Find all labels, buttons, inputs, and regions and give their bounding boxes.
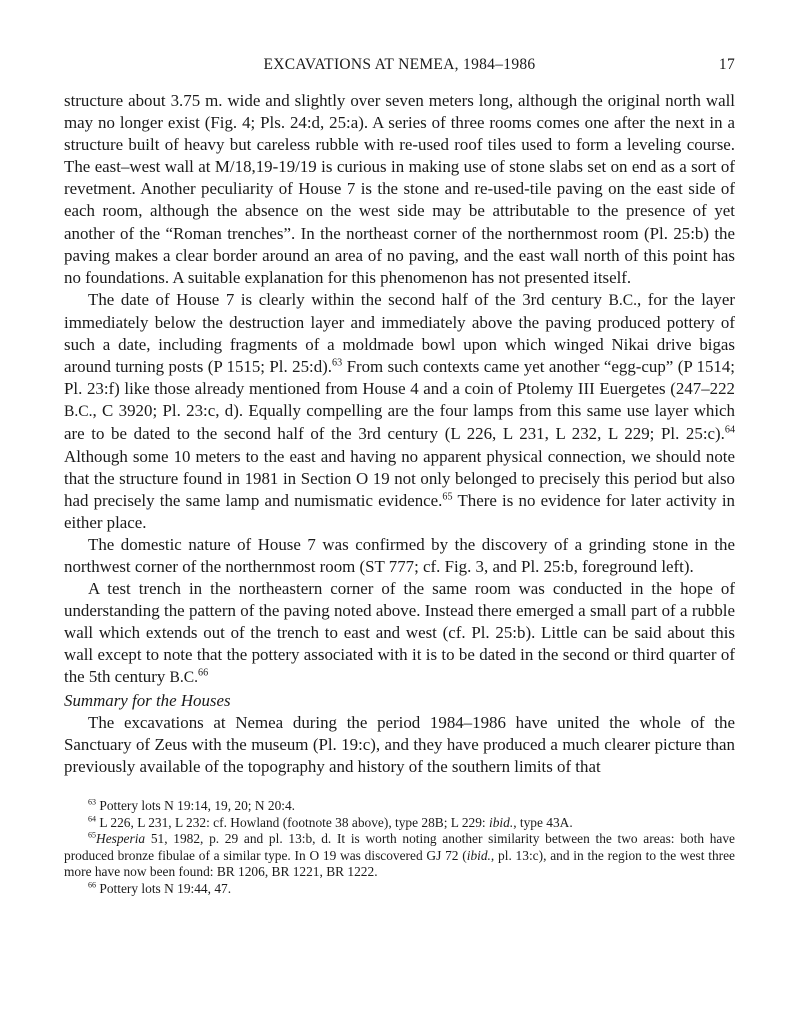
- footnote-italic: ibid.: [489, 814, 514, 830]
- footnote-text: , type 43A.: [513, 814, 573, 830]
- era-abbreviation: B.C.: [169, 669, 199, 687]
- text-run: , C 3920; Pl. 23:c, d). Equally compelling are the four lamps from this same use layer which are to be dated to the second half of the 3rd century (L 226, L 231, L 232, L 229; Pl. 25:c).: [64, 401, 735, 444]
- footnote-65: [64, 831, 735, 881]
- footnote-text: 51, 1982, p. 29 and pl. 13:b, d. It is worth noting another similarity between the two areas: both have produced bronze fibulae of a similar type. In O 19 was discovered GJ 72 (: [64, 831, 735, 863]
- text-run: Although some 10 meters to the east and having no apparent physical connection, we should note that the structure found in 1981 in Section O 19 not only belonged to precisely this period but also had precisely the same lamp and numismatic evidence.: [64, 446, 735, 510]
- footnote-text: L 226, L 231, L 232: cf. Howland (footnote 38 above), type 28B; L 229:: [96, 814, 489, 830]
- footnote-text: Pottery lots N 19:14, 19, 20; N 20:4.: [96, 797, 296, 813]
- text-run: , for the layer immediately below the destruction layer and immediately above the paving produced pottery of such a date, including fragments of a moldmade bowl upon which winged Nikai drive bigas around turning posts (P 1515; Pl. 25:d).: [64, 289, 735, 377]
- footnote-text: , pl. 13:c), and in the region to the west three more have now been found: BR 1206, BR 1221, BR 1222.: [64, 847, 735, 880]
- text-run: A test trench in the northeastern corner of the same room was conducted in the hope of understanding the pattern of the paving noted above. Instead there emerged a small part of a rubble wall which extends out of the trench to east and west (cf. Pl. 25:b). Little can be said about this wall except to note that the pottery associated with it is to be dated in the second or third quarter of the 5th century: [64, 579, 735, 687]
- footnote-63: [64, 798, 735, 815]
- footnote-ref-66[interactable]: 66: [198, 667, 209, 679]
- section-subheading: Summary for the Houses: [64, 690, 231, 710]
- era-abbreviation: B.C.: [64, 403, 93, 421]
- text-run: The date of House 7 is clearly within the second half of the 3rd century: [88, 289, 609, 309]
- footnote-66: [64, 881, 735, 898]
- footnote-ref-65[interactable]: 65: [442, 491, 453, 503]
- footnote-64: [64, 815, 735, 832]
- page: [64, 56, 735, 897]
- body-text: [64, 90, 735, 778]
- footnote-number: 63: [88, 797, 97, 807]
- footnote-number: 65: [88, 830, 97, 840]
- footnote-italic: ibid.: [466, 847, 491, 863]
- journal-title: Hesperia: [96, 831, 146, 847]
- running-head: [64, 56, 735, 80]
- running-title: EXCAVATIONS AT NEMEA, 1984–1986: [263, 56, 536, 73]
- footnote-ref-63[interactable]: 63: [332, 357, 343, 369]
- era-abbreviation: B.C.: [608, 291, 637, 309]
- paragraph-4: [64, 578, 735, 689]
- page-number: 17: [718, 56, 735, 73]
- text-run: From such contexts came yet another “egg-cup” (P 1514; Pl. 23:f) like those already mentioned from House 4 and a coin of Ptolemy III Euergetes (247–222: [64, 357, 735, 399]
- paragraph-2: [64, 289, 735, 534]
- paragraph-5: The excavations at Nemea during the period 1984–1986 have united the whole of the Sanctuary of Zeus with the museum (Pl. 19:c), and they have produced a much clearer picture than previously available of the topography and history of the southern limits of that: [64, 712, 735, 776]
- paragraph-3: The domestic nature of House 7 was confirmed by the discovery of a grinding stone in the northwest corner of the northernmost room (ST 777; cf. Fig. 3, and Pl. 25:b, foreground left).: [64, 534, 735, 576]
- footnote-number: 66: [88, 880, 97, 890]
- footnote-number: 64: [88, 814, 97, 824]
- footnote-ref-64[interactable]: 64: [724, 424, 735, 436]
- footnotes: [64, 798, 735, 898]
- text-run: There is no evidence for later activity in either place.: [64, 490, 735, 532]
- footnote-text: Pottery lots N 19:44, 47.: [96, 880, 232, 896]
- paragraph-1: structure about 3.75 m. wide and slightly over seven meters long, although the original north wall may no longer exist (Fig. 4; Pls. 24:d, 25:a). A series of three rooms comes one after the next in a structure built of heavy but careless rubble with re-used roof tiles used to form a leveling course. The east–west wall at M/18,19-19/19 is curious in making use of stone slabs set on end as a sort of revetment. Another peculiarity of House 7 is the stone and re-used-tile paving on the east side of each room, although the absence on the west side may be attributable to the presence of yet another of the “Roman trenches”. In the northeast corner of the northernmost room (Pl. 25:b) the paving makes a clear border around an area of no paving, and the east wall north of this point has no foundations. A suitable explanation for this phenomenon has not presented itself.: [64, 91, 735, 287]
